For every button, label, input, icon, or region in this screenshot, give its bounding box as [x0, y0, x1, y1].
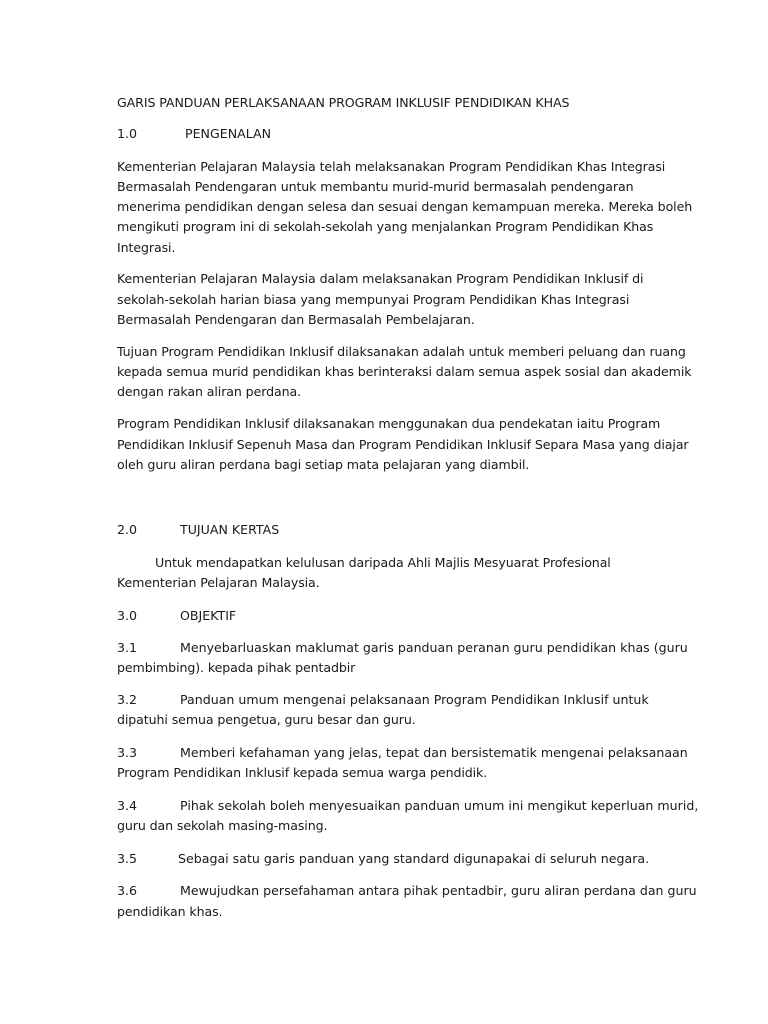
paragraph-line: oleh guru aliran perdana bagi setiap mata pelajaran yang diambil.: [117, 457, 530, 472]
objective-text-continued: Program Pendidikan Inklusif kepada semua warga pendidik.: [117, 765, 488, 780]
objective-text-continued: dipatuhi semua pengetua, guru besar dan guru.: [117, 712, 416, 727]
paragraph-line: sekolah-sekolah harian biasa yang mempunyai Program Pendidikan Khas Integrasi: [117, 292, 630, 307]
objective-text: Mewujudkan persefahaman antara pihak pentadbir, guru aliran perdana dan guru: [180, 883, 697, 898]
section-2-number: 2.0: [117, 522, 138, 537]
paragraph-line: Bermasalah Pendengaran untuk membantu murid-murid bermasalah pendengaran: [117, 179, 634, 194]
section-3-heading: OBJEKTIF: [180, 608, 237, 623]
paragraph-line: Bermasalah Pendengaran dan Bermasalah Pembelajaran.: [117, 312, 475, 327]
paragraph-line: Pendidikan Inklusif Sepenuh Masa dan Program Pendidikan Inklusif Separa Masa yang diajar: [117, 437, 689, 452]
objective-number: 3.5: [117, 851, 138, 866]
objective-text-continued: pembimbing). kepada pihak pentadbir: [117, 660, 356, 675]
objective-text: Pihak sekolah boleh menyesuaikan panduan umum ini mengikut keperluan murid,: [180, 798, 699, 813]
objective-text-continued: guru dan sekolah masing-masing.: [117, 818, 328, 833]
document-title: GARIS PANDUAN PERLAKSANAAN PROGRAM INKLUSIF PENDIDIKAN KHAS: [117, 95, 570, 110]
objective-number: 3.2: [117, 692, 138, 707]
objective-text: Panduan umum mengenai pelaksanaan Program Pendidikan Inklusif untuk: [180, 692, 649, 707]
objective-number: 3.4: [117, 798, 138, 813]
paragraph-line: Program Pendidikan Inklusif dilaksanakan menggunakan dua pendekatan iaitu Program: [117, 416, 661, 431]
paragraph-line: menerima pendidikan dengan selesa dan sesuai dengan kemampuan mereka. Mereka boleh: [117, 199, 693, 214]
objective-text: Sebagai satu garis panduan yang standard digunapakai di seluruh negara.: [178, 851, 650, 866]
objective-number: 3.3: [117, 745, 138, 760]
paragraph-line: Tujuan Program Pendidikan Inklusif dilaksanakan adalah untuk memberi peluang dan ruang: [117, 344, 686, 359]
paragraph-line: Integrasi.: [117, 240, 176, 255]
section-1-heading: PENGENALAN: [185, 126, 272, 141]
paragraph-line: Kementerian Pelajaran Malaysia.: [117, 575, 320, 590]
paragraph-line: Kementerian Pelajaran Malaysia dalam melaksanakan Program Pendidikan Inklusif di: [117, 271, 644, 286]
objective-text: Memberi kefahaman yang jelas, tepat dan bersistematik mengenai pelaksanaan: [180, 745, 688, 760]
section-2-heading: TUJUAN KERTAS: [180, 522, 280, 537]
paragraph-line: kepada semua murid pendidikan khas berinteraksi dalam semua aspek sosial dan akademik: [117, 364, 692, 379]
paragraph-line: dengan rakan aliran perdana.: [117, 384, 301, 399]
paragraph-line: mengikuti program ini di sekolah-sekolah yang menjalankan Program Pendidikan Khas: [117, 219, 654, 234]
objective-number: 3.1: [117, 640, 138, 655]
paragraph-line: Kementerian Pelajaran Malaysia telah melaksanakan Program Pendidikan Khas Integrasi: [117, 159, 666, 174]
section-1-number: 1.0: [117, 126, 138, 141]
paragraph-line: Untuk mendapatkan kelulusan daripada Ahli Majlis Mesyuarat Profesional: [155, 555, 611, 570]
objective-text-continued: pendidikan khas.: [117, 904, 223, 919]
objective-text: Menyebarluaskan maklumat garis panduan peranan guru pendidikan khas (guru: [180, 640, 688, 655]
objective-number: 3.6: [117, 883, 138, 898]
section-3-number: 3.0: [117, 608, 138, 623]
